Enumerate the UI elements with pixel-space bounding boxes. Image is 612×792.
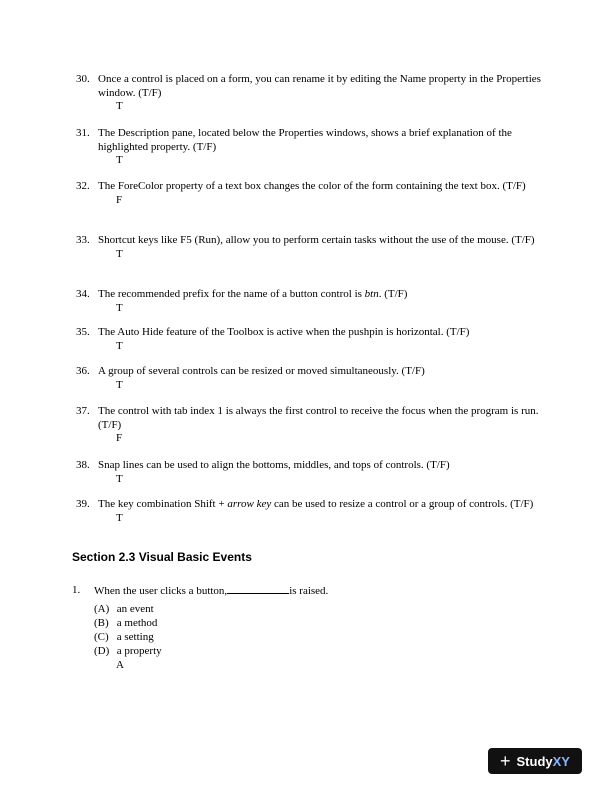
option-d: (D) a property	[94, 645, 162, 657]
question-32	[76, 180, 546, 207]
question-text: Shortcut keys like F5 (Run), allow you to perform certain tasks without the use of the mouse. (T/F)	[98, 234, 535, 246]
question-text: The ForeColor property of a text box changes the color of the form containing the text box. (T/F)	[98, 180, 526, 192]
question-number: 32.	[76, 180, 90, 192]
answer: F	[116, 432, 123, 444]
question-38	[76, 459, 546, 486]
question-text: The Auto Hide feature of the Toolbox is active when the pushpin is horizontal. (T/F)	[98, 326, 470, 338]
question-number: 30.	[76, 73, 90, 85]
section-heading: Section 2.3 Visual Basic Events	[72, 550, 252, 564]
question-number: 39.	[76, 498, 90, 510]
question-text: The Description pane, located below the Properties windows, shows a brief explanation of the highlighted property. (T/F)	[98, 127, 512, 153]
studyxy-badge[interactable]	[488, 748, 582, 774]
brand-label: StudyXY	[516, 753, 570, 769]
answer: T	[116, 301, 123, 314]
question-text: The recommended prefix for the name of a button control is btn. (T/F)	[98, 288, 408, 300]
answer: T	[116, 100, 123, 112]
question-number: 36.	[76, 365, 90, 377]
answer-blank	[227, 583, 289, 594]
question-text: The control with tab index 1 is always the first control to receive the focus when the program is run. (T/F)	[98, 405, 539, 431]
answer: T	[116, 154, 123, 166]
mc-question-1	[72, 583, 542, 672]
option-c: (C) a setting	[94, 631, 154, 643]
question-number: 38.	[76, 459, 90, 471]
question-31	[76, 127, 546, 168]
answer: F	[116, 193, 123, 206]
answer: T	[116, 511, 123, 524]
question-37	[76, 405, 546, 446]
option-a: (A) an event	[94, 603, 154, 615]
answer: A	[116, 659, 124, 671]
question-text: When the user clicks a button, is raised.	[94, 585, 329, 597]
question-text: Snap lines can be used to align the bottoms, middles, and tops of controls. (T/F)	[98, 459, 450, 471]
answer: T	[116, 472, 123, 485]
question-number: 37.	[76, 405, 90, 417]
question-text: A group of several controls can be resized or moved simultaneously. (T/F)	[98, 365, 425, 377]
question-number: 33.	[76, 234, 90, 246]
question-text: Once a control is placed on a form, you can rename it by editing the Name property in the Properties window. (T/F)	[98, 73, 541, 99]
question-33	[76, 234, 546, 261]
question-number: 34.	[76, 288, 90, 300]
question-text: The key combination Shift + arrow key can be used to resize a control or a group of controls. (T/F)	[98, 498, 534, 510]
answer: T	[116, 378, 123, 391]
question-number: 35.	[76, 326, 90, 338]
question-35	[76, 326, 546, 353]
answer: T	[116, 247, 123, 260]
options-list	[94, 602, 542, 658]
plus-icon: +	[500, 751, 511, 771]
question-34	[76, 288, 546, 315]
answer: T	[116, 339, 123, 352]
option-b: (B) a method	[94, 617, 158, 629]
question-36	[76, 365, 546, 392]
question-39	[76, 498, 546, 525]
question-number: 1.	[72, 584, 81, 596]
question-30	[76, 73, 546, 114]
question-number: 31.	[76, 127, 90, 139]
